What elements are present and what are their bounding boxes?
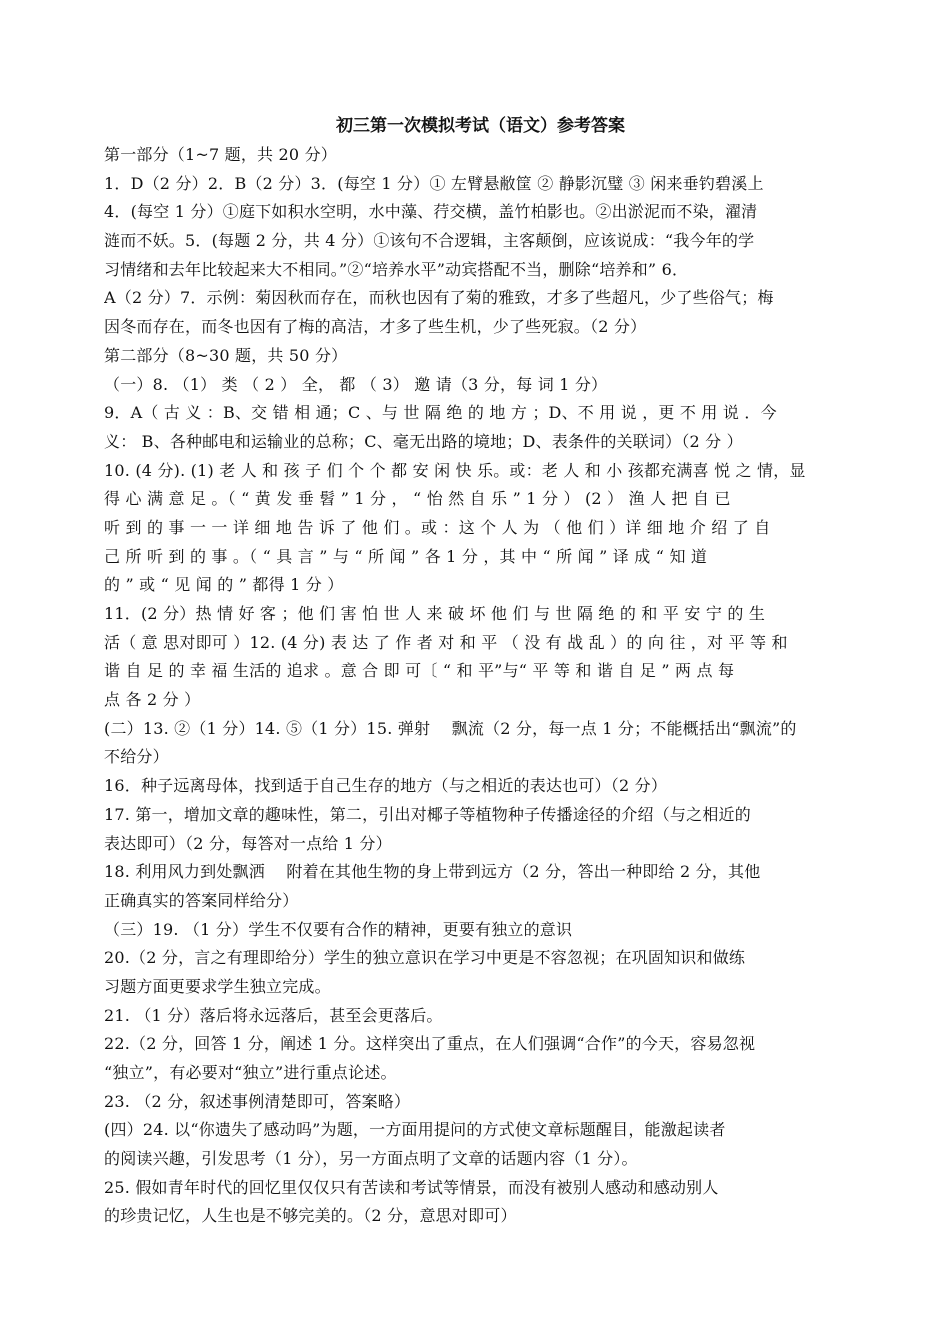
answer-line: 1．D（2 分）2．B（2 分）3．(每空 1 分）① 左臂悬敝筐 ② 静影沉璧 ③ 闲来垂钓碧溪上 — [104, 173, 764, 193]
answer-line: 因冬而存在，而冬也因有了梅的高洁，才多了些生机，少了些死寂。（2 分） — [104, 317, 647, 337]
answer-line: 17. 第一，增加文章的趣味性，第二，引出对椰子等植物种子传播途径的介绍（与之相近的 — [104, 804, 751, 824]
answer-line: 表达即可）（2 分，每答对一点给 1 分） — [104, 833, 392, 853]
answer-line: 10. (4 分). (1) 老 人 和 孩 子 们 个 个 都 安 闲 快 乐。或：老 人 和 小 孩都充满喜 悦 之 情，显 — [104, 460, 806, 480]
answer-line: (四）24. 以“你遗失了感动吗”为题，一方面用提问的方式使文章标题醒目，能激起读者 — [104, 1120, 726, 1140]
answer-line: 的阅读兴趣，引发思考（1 分），另一方面点明了文章的话题内容（1 分）。 — [104, 1149, 638, 1169]
answer-line: 活（ 意 思对即可 ）12. (4 分) 表 达 了 作 者 对 和 平 （ 没 有 战 乱 ）的 向 往 ，对 平 等 和 — [104, 632, 788, 652]
answer-line: 18. 利用风力到处飘洒 附着在其他生物的身上带到远方（2 分，答出一种即给 2 分，其他 — [104, 862, 761, 882]
answer-sheet-page — [104, 112, 849, 1231]
answer-line: 义： B、各种邮电和运输业的总称；C、毫无出路的境地；D、表条件的关联词）（2 分 ） — [104, 431, 743, 451]
answer-line: 正确真实的答案同样给分） — [104, 890, 299, 910]
answer-body — [104, 141, 849, 1231]
answer-line: 不给分） — [104, 747, 169, 767]
answer-line: 点 各 2 分 ） — [104, 690, 201, 710]
answer-line: 涟而不妖。5．(每题 2 分，共 4 分）①该句不合逻辑，主客颠倒，应该说成：“我今年的学 — [104, 231, 755, 251]
answer-line: 9．A（ 古 义 ：B、交 错 相 通；C 、与 世 隔 绝 的 地 方 ；D、不 用 说 ，更 不 用 说 ．今 — [104, 403, 777, 423]
answer-line: 16．种子远离母体，找到适于自己生存的地方（与之相近的表达也可）（2 分） — [104, 776, 668, 796]
answer-line: 21. （1 分）落后将永远落后，甚至会更落后。 — [104, 1005, 443, 1025]
answer-line: 得 心 满 意 足 。（ “ 黄 发 垂 髫 ” 1 分 ， “ 怡 然 自 乐 ” 1 分 ） (2 ） 渔 人 把 自 已 — [104, 489, 731, 509]
answer-line: A（2 分）7．示例：菊因秋而存在，而秋也因有了菊的雅致，才多了些超凡，少了些俗气；梅 — [104, 288, 774, 308]
answer-line: 23. （2 分，叙述事例清楚即可，答案略） — [104, 1091, 411, 1111]
answer-line: （一）8. （1） 类 （ 2 ） 全， 都 （ 3） 邀 请（3 分，每 词 1 分） — [104, 374, 608, 394]
answer-line: （三）19. （1 分）学生不仅要有合作的精神，更要有独立的意识 — [104, 919, 573, 939]
answer-line: 习题方面更要求学生独立完成。 — [104, 976, 331, 996]
answer-line: 听 到 的 事 一 一 详 细 地 告 诉 了 他 们 。或 ：这 个 人 为 （ 他 们 ）详 细 地 介 绍 了 自 — [104, 517, 771, 537]
part-two-header: 第二部分（8~30 题，共 50 分） — [104, 345, 348, 365]
answer-line: 11．(2 分）热 情 好 客 ；他 们 害 怕 世 人 来 破 坏 他 们 与 世 隔 绝 的 和 平 安 宁 的 生 — [104, 604, 766, 623]
answer-line: “独立”，有必要对“独立”进行重点论述。 — [104, 1063, 397, 1082]
document-title: 初三第一次模拟考试（语文）参考答案 — [336, 116, 625, 136]
answer-line: 谐 自 足 的 幸 福 生活的 追求 。意 合 即 可〔 “ 和 平”与“ 平 等 和 谐 自 足 ” 两 点 每 — [104, 661, 735, 681]
answer-line: 的珍贵记忆，人生也是不够完美的。（2 分，意思对即可） — [104, 1206, 517, 1226]
answer-line: 25. 假如青年时代的回忆里仅仅只有苦读和考试等情景，而没有被别人感动和感动别人 — [104, 1177, 719, 1197]
part-one-header: 第一部分（1~7 题，共 20 分） — [104, 145, 337, 164]
answer-line: 习情绪和去年比较起来大不相同。”②“培养水平”动宾搭配不当，删除“培养和” 6． — [104, 259, 689, 279]
answer-line: 的 ” 或 “ 见 闻 的 ” 都得 1 分 ） — [104, 575, 344, 595]
answer-line: 22.（2 分，回答 1 分，阐述 1 分。这样突出了重点，在人们强调“合作”的今天，容易忽视 — [104, 1034, 756, 1054]
answer-line: 己 所 听 到 的 事 。（ “ 具 言 ” 与 “ 所 闻 ” 各 1 分 ，其 中 “ 所 闻 ” 译 成 “ 知 道 — [104, 546, 708, 566]
answer-line: (二）13. ②（1 分）14. ⑤（1 分）15. 弹射 飘流（2 分，每一点 1 分；不能概括出“飘流”的 — [104, 718, 797, 738]
answer-line: 20.（2 分，言之有理即给分）学生的独立意识在学习中更是不容忽视；在巩固知识和做练 — [104, 948, 746, 968]
answer-line: 4．(每空 1 分）①庭下如积水空明，水中藻、荇交横，盖竹柏影也。②出淤泥而不染，濯清 — [104, 202, 758, 222]
